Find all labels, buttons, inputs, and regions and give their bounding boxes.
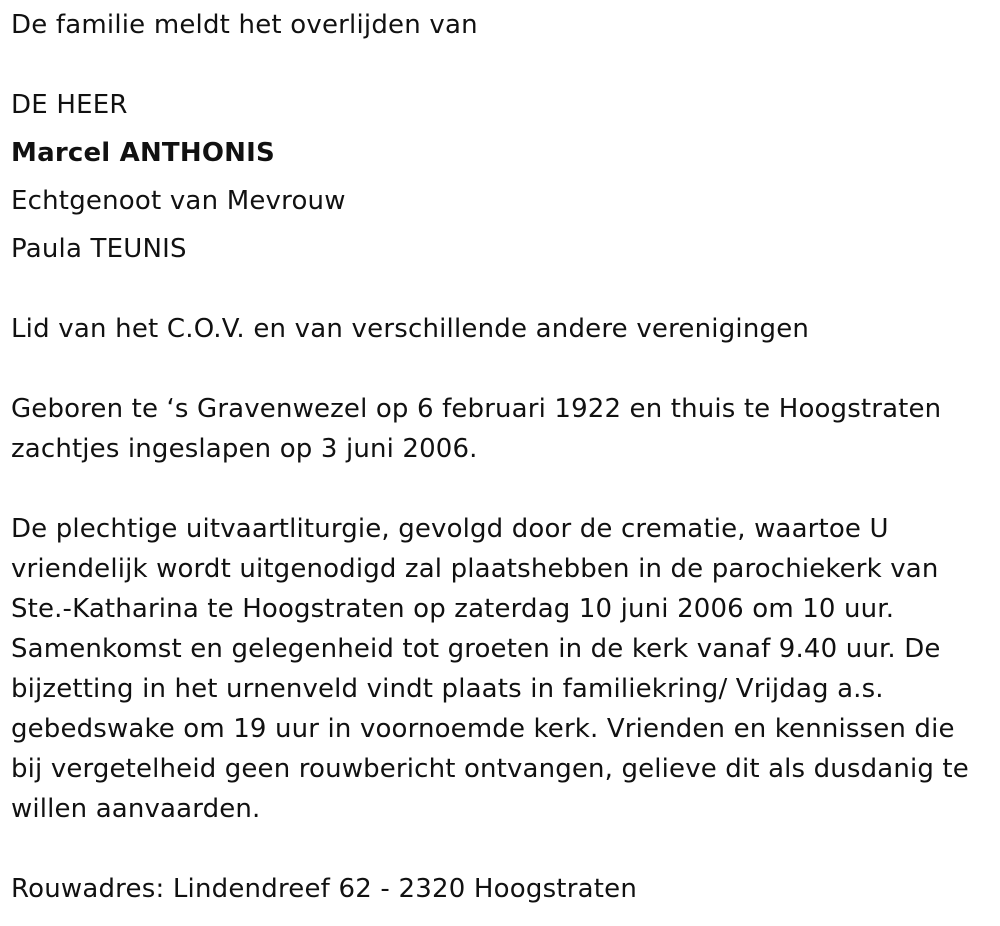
announcement-text: De familie meldt het overlijden van (11, 10, 478, 40)
mourning-address: Rouwadres: Lindendreef 62 - 2320 Hoogstraten (11, 874, 637, 904)
funeral-line: bijzetting in het urnenveld vindt plaats in familiekring/ Vrijdag a.s. (11, 674, 884, 704)
birth-death-line: Geboren te ‘s Gravenwezel op 6 februari 1922 en thuis te Hoogstraten (11, 394, 942, 424)
funeral-line: De plechtige uitvaartliturgie, gevolgd door de crematie, waartoe U (11, 514, 889, 544)
funeral-line: vriendelijk wordt uitgenodigd zal plaatshebben in de parochiekerk van (11, 554, 939, 584)
funeral-line: gebedswake om 19 uur in voornoemde kerk. Vrienden en kennissen die (11, 714, 955, 744)
deceased-name: Marcel ANTHONIS (11, 138, 275, 168)
birth-death-line: zachtjes ingeslapen op 3 juni 2006. (11, 434, 478, 464)
funeral-line: Ste.-Katharina te Hoogstraten op zaterdag 10 juni 2006 om 10 uur. (11, 594, 895, 624)
funeral-paragraph (11, 509, 989, 829)
spouse-line-1: Echtgenoot van Mevrouw (11, 186, 346, 216)
funeral-line: bij vergetelheid geen rouwbericht ontvangen, gelieve dit als dusdanig te (11, 754, 969, 784)
honorific-text: DE HEER (11, 90, 128, 120)
membership-text: Lid van het C.O.V. en van verschillende andere verenigingen (11, 314, 810, 344)
spouse-line-2: Paula TEUNIS (11, 234, 187, 264)
funeral-line: willen aanvaarden. (11, 794, 261, 824)
funeral-line: Samenkomst en gelegenheid tot groeten in de kerk vanaf 9.40 uur. De (11, 634, 941, 664)
birth-death-paragraph (11, 389, 989, 469)
